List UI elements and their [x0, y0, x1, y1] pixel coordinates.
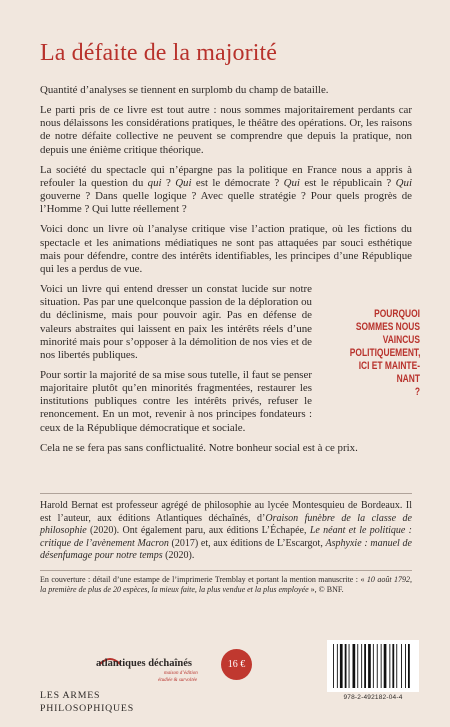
logo-sub1: maison d’édition: [164, 671, 198, 676]
text-run: Pour sortir la majorité de sa mise sous tutelle, il faut se penser majoritaire plutôt qu’en minorités fragmentées, restaurer les institutions publiques contre les intérêts privés, refuser le renoncement. En un mot, revenir à nos principes fondateurs : ceux de la République démocratique et sociale.: [40, 368, 312, 434]
blurb-paragraph-4: [40, 223, 412, 276]
text-run: Cela ne se fera pas sans conflictualité. Notre bonheur social est à ce prix.: [40, 441, 358, 454]
text-run: (2020).: [162, 550, 195, 562]
price-badge: 16 €: [221, 649, 252, 680]
italic-text: Qui: [395, 176, 412, 189]
blurb-paragraph-7: [40, 442, 412, 455]
barcode-bar: [333, 644, 334, 688]
publisher-logo: [96, 652, 206, 684]
isbn-number: 978-2-492182-04-4: [343, 694, 403, 701]
logo-name: atlantiques déchaînés: [96, 658, 192, 669]
text-run: est le républicain ?: [299, 176, 396, 189]
blurb-paragraph-3: [40, 164, 412, 217]
text-run: Le parti pris de ce livre est tout autre : nous sommes majoritairement perdants car nous délaissons les considérations pratiques, le théâtre des opérations. Or, les raisons de notre défaite collective ne peuvent se comprendre que depuis la pratique, non depuis une énième critique théorique.: [40, 104, 412, 156]
blurb-text: [40, 84, 412, 462]
barcode-bar: [389, 644, 390, 688]
italic-text: qui: [147, 176, 162, 189]
blurb-paragraph-1: [40, 84, 412, 97]
barcode-bar: [405, 644, 406, 688]
italic-text: Qui: [283, 176, 300, 189]
barcode-bar: [368, 644, 371, 688]
barcode-bar: [373, 644, 374, 688]
publisher-line-1: LES ARMES: [40, 690, 101, 701]
barcode-bar: [357, 644, 358, 688]
barcode-bar: [364, 644, 366, 688]
barcode-bar: [396, 644, 397, 688]
text-run: Voici un livre qui entend dresser un constat lucide sur notre situation. Pas par une quelconque passion de la déploration ou du déclinisme, mais pour pouvoir agir. Pas en défense de valeurs abstraites qui laissent en paix les intérêts réels d’une minorité mais pour s’opposer à la démolition de nos vies et de nos libertés publiques.: [40, 283, 312, 361]
text-run: La société du spectacle qui n’épargne pas la politique en France nous a appris à refouler la question du: [40, 163, 412, 189]
italic-text: Oraison funèbre de la classe de philosophie: [40, 512, 412, 537]
divider-bottom: [40, 570, 412, 571]
text-run: », © BNF.: [308, 585, 344, 595]
barcode: [327, 640, 419, 692]
italic-text: Qui: [175, 176, 192, 189]
barcode-bar: [384, 644, 387, 688]
barcode-bar: [337, 644, 338, 688]
blurb-paragraph-2: [40, 104, 412, 157]
logo-sub2: étudiée & survoltée: [158, 678, 198, 683]
barcode-bar: [349, 644, 350, 688]
text-run: (2017) et, aux éditions de L’Escargot,: [168, 537, 326, 549]
barcode-bar: [401, 644, 402, 688]
text-run: gouverne ? Dans quelle logique ? Avec quelle stratégie ? Pour quels progrès de l’Homme ? Qui lutte réellement ?: [40, 190, 412, 216]
italic-text: Le néant et le politique : critique de l’avènement Macron: [40, 525, 412, 549]
cover-credit: [40, 575, 412, 596]
barcode-bar: [340, 644, 343, 688]
text-run: (2020). Ont également paru, aux éditions L’Échapée,: [86, 525, 310, 537]
text-run: est le démocrate ?: [191, 176, 284, 189]
blurb-paragraph-5: [40, 283, 312, 362]
text-run: Harold Bernat est professeur agrégé de philosophie au lycée Montesquieu de Bordeaux. Il est l’auteur, aux éditions Atlantiques déchaînés, d’: [40, 500, 412, 524]
book-title: La défaite de la majorité: [40, 40, 278, 66]
barcode-bar: [381, 644, 382, 688]
publisher-line-2: PHILOSOPHIQUES: [40, 702, 134, 714]
barcode-bar: [392, 644, 394, 688]
divider-top: [40, 493, 412, 494]
barcode-bar: [408, 644, 410, 688]
text-run: Voici donc un livre où l’analyse critique vise l’action pratique, où les fictions du spectacle et les animations médiatiques ne sont pas attaquées par souci esthétique mais pour défendre, contre des intérêts identifiables, les principes d’une République qui les a perdus de vue.: [40, 223, 412, 275]
text-run: En couverture : détail d’une estampe de l’imprimerie Tremblay et portant la mention manuscrite : «: [40, 575, 367, 584]
callout-question: POURQUOI SOMMES NOUS VAINCUS POLITIQUEMENT, ICI ET MAINTE- NANT ?: [349, 308, 421, 398]
text-run: Quantité d’analyses se tiennent en surplomb du champ de bataille.: [40, 84, 329, 96]
barcode-bar: [377, 644, 378, 688]
blurb-paragraph-6: [40, 369, 312, 435]
publisher-collection: [40, 690, 134, 715]
text-run: ?: [161, 176, 176, 189]
barcode-bar: [345, 644, 347, 688]
barcode-bar: [353, 644, 356, 688]
italic-text: 10 août 1792, la première de plus de 20 espèces, la mieux faite, la plus vendue et la plus employée: [40, 575, 413, 595]
barcode-bar: [361, 644, 362, 688]
italic-text: Asphyxie : manuel de désenfumage pour notre temps: [40, 537, 412, 562]
author-bio: [40, 500, 412, 563]
